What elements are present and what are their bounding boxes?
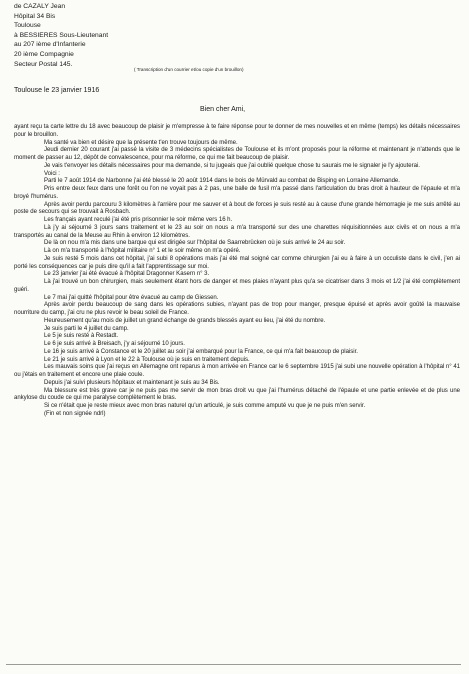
paragraph: Là j'y ai séjourné 3 jours sans traitement et le 23 au soir on nous a m'a transporté sur des une charettes réquisitionnées aux civils et on nous a m'a transportés au canal de la Meuse au Rhin à environ 12 kilomètres. [14,224,460,239]
paragraph: Ma blessure est très grave car je ne puis pas me servir de mon bras droit vu que j'ai l'humérus détaché de l'épaule et une partie enlevée et de plus une ankylose du coude ce qui me paralyse complètement le bras. [14,387,460,402]
paragraph: Les mauvais soins que j'ai reçus en Allemagne ont reparus à mon arrivée en France car le 6 septembre 1915 j'ai subi une nouvelle opération à l'hôpital n° 41 ou j'étais en traitement et encore une plaie coule. [14,364,460,378]
paragraph: Heureusement qu'au mois de juillet un grand échange de grands blessés ayant eu lieu, j'ai été du nombre. [44,317,326,324]
transcription-note: ( Transcription d'un courrier et/ou copie d'un brouillon) [134,67,244,72]
paragraph: Après avoir perdu parcouru 3 kilomètres à l'arrière pour me sauver et à bout de forces je suis resté au à cause d'une grande hémorragie je me suis arrêté au poste de secours qui se trouvait à Rosbach. [14,201,460,216]
sender-city: Toulouse [14,22,41,30]
letter-greeting: Bien cher Ami, [200,106,246,113]
paragraph: Je vais t'envoyer les détails nécessaires pour ma demande, si tu jugeais que j'ai oublié quelque chose tu saurais me le signaler je l'y ajouterai. [44,162,420,169]
paragraph: Le 16 je suis arrivé à Constance et le 20 juillet au soir j'ai embarqué pour la France, ce qui m'a fait beaucoup de plaisir. [44,348,358,355]
paragraph: Je suis resté 5 mois dans cet hôpital, j'ai subi 8 opérations mais j'ai été mal soigné car comme chirurgien j'ai eu à faire à un occuliste dans le civil, j'en ai porté les conséquences car je puis dire qu'il a fait l'apprentissage sur moi. [14,255,460,270]
paragraph: ayant reçu ta carte lettre du 18 avec beaucoup de plaisir je m'empresse à te faire réponse pour te donner de mes nouvelles et en même (temps) les détails nécessaires pour le brouillon. [14,124,460,138]
letter-body [14,124,460,419]
recipient-regiment: au 207 ième d'Infanterie [14,41,86,49]
paragraph: Si ce n'était que je reste mieux avec mon bras naturel qu'un articulé, je suis comme amputé vu que je ne puis m'en servir. [44,403,366,409]
paragraph: Là on m'a transporté à l'hôpital militaire n° 1 et le soir même on m'a opéré. [44,248,241,254]
recipient-name: à BESSIERES Sous-Lieutenant [14,31,109,39]
paragraph: Ma santé va bien et désire que la présente t'en trouve toujours de même. [44,139,238,146]
paragraph: Parti le 7 août 1914 de Narbonne j'ai été blessé le 20 août 1914 dans le bois de Mürvald au combat de Bisping en Lorraine Allemande. [44,178,400,185]
paragraph: Là j'ai trouvé un bon chirurgien, mais seulement étant hors de danger et mes plaies n'ayant plus qu'a se cicatriser dans 3 mois et 1/2 j'ai été complètement guéri. [14,279,460,293]
sender-name: de CAZALY Jean [14,3,66,10]
recipient-postal-sector: Secteur Postal 145. [14,60,73,68]
closing-note: (Fin et non signée ndrl) [44,410,106,417]
paragraph: Le 21 je suis arrivé à Lyon et le 22 à Toulouse où je suis en traitement depuis. [44,356,250,363]
paragraph: Voici : [44,170,60,177]
paragraph: Pris entre deux feux dans une forêt ou l'on ne voyait pas à 2 pas, une balle de fusil m'a passé dans l'articulation du bras droit à hauteur de l'épaule et m'a broyé l'humérus. [14,186,460,200]
paragraph: Le 7 mai j'ai quitté l'hôpital pour être évacué au camp de Giessen. [44,294,219,301]
paragraph: Depuis j'ai suivi plusieurs hôpitaux et maintenant je suis au 34 Bis. [44,379,220,386]
letter-date: Toulouse le 23 janvier 1916 [14,87,100,94]
paragraph: Le 5 je suis resté à Restadt. [44,333,119,340]
sender-hospital: Hôpital 34 Bis [14,12,56,20]
recipient-company: 20 ième Compagnie [14,50,74,58]
paragraph: Les français ayant reculé j'ai été pris prisonnier le soir même vers 16 h. [44,217,233,223]
paragraph: Jeudi dernier 20 courant j'ai passé la visite de 3 médecins spécialistes de Toulouse et ils m'ont proposés pour la réforme et maintenant je n'attends que le moment de passer au 12, dépôt de convalescence, pour ma réforme, ce qui me fait beaucoup de plaisir. [14,147,460,161]
paragraph: Après avoir perdu beaucoup de sang dans les opérations subies, n'ayant pas de trop pour manger, presque épuisé et après avoir goûté la mauvaise nourriture du camp, j'ai cru ne plus revoir le beau soleil de France. [14,302,460,316]
sender-address-block [14,2,108,69]
paragraph: Le 6 je suis arrivé à Breisach, j'y ai séjourné 10 jours. [44,341,185,347]
paragraph: De là on nou m'a mis dans une barque qui est dirigée sur l'hôpital de Saarrebrücken où je suis arrivé le 24 au soir. [44,240,346,247]
paragraph: Je suis parti le 4 juillet du camp. [44,325,129,332]
paragraph: Le 23 janvier j'ai été évacué à l'hôpital Dragonner Kasern n° 3. [44,271,210,278]
bottom-divider [6,664,461,665]
